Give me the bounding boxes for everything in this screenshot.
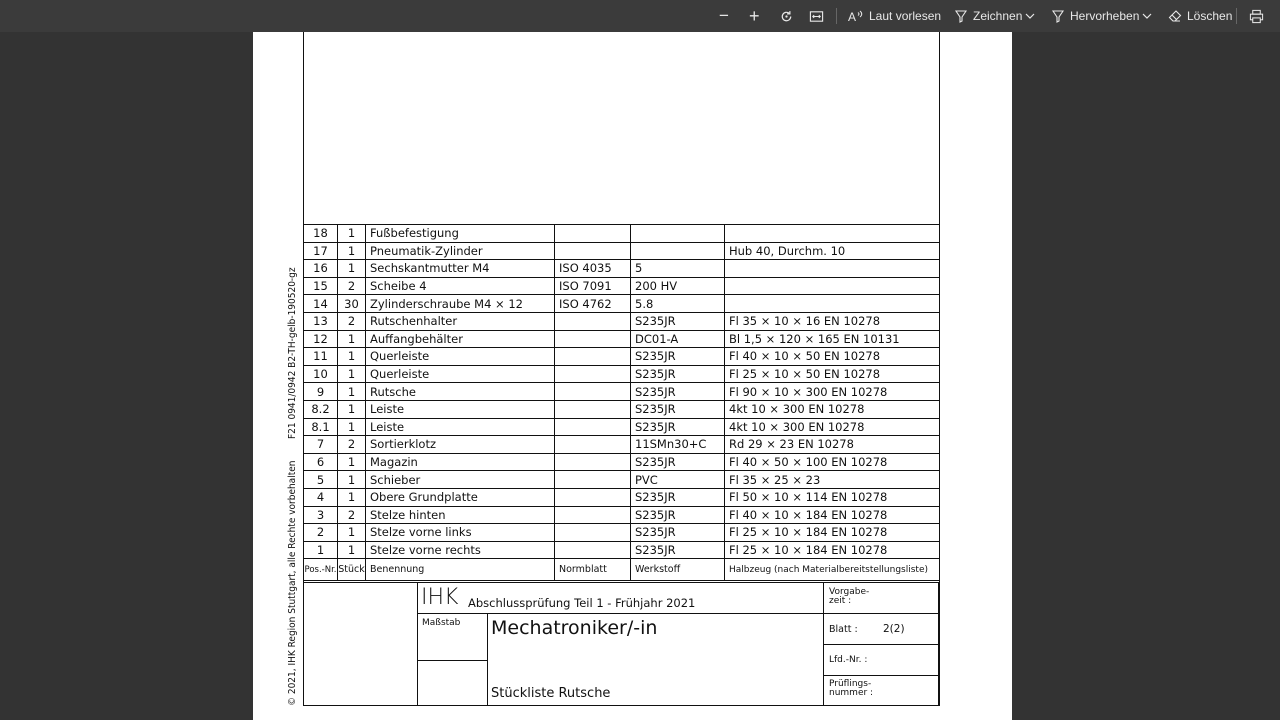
time-label-line1: Vorgabe- bbox=[829, 587, 870, 597]
cell-material: S235JR bbox=[631, 506, 725, 524]
cell-name: Stelze vorne rechts bbox=[366, 541, 555, 559]
rotate-icon bbox=[779, 9, 794, 24]
cell-semi: 4kt 10 × 300 EN 10278 bbox=[725, 418, 940, 436]
cell-pos: 10 bbox=[304, 365, 338, 383]
cell-qty: 1 bbox=[338, 383, 366, 401]
cell-name: Auffangbehälter bbox=[366, 330, 555, 348]
exam-title: Abschlussprüfung Teil 1 - Frühjahr 2021 bbox=[468, 596, 696, 610]
table-row bbox=[304, 471, 940, 489]
cell-pos: 8.1 bbox=[304, 418, 338, 436]
draw-icon bbox=[954, 9, 968, 23]
cell-norm bbox=[555, 242, 631, 260]
cell-name: Sechskantmutter M4 bbox=[366, 260, 555, 278]
zoom-out-button[interactable] bbox=[719, 0, 729, 32]
cell-qty: 2 bbox=[338, 277, 366, 295]
cell-name: Stelze vorne links bbox=[366, 524, 555, 542]
pdf-toolbar bbox=[0, 0, 1280, 32]
cell-material bbox=[631, 242, 725, 260]
cell-semi: 4kt 10 × 300 EN 10278 bbox=[725, 400, 940, 418]
header-semi: Halbzeug (nach Materialbereitstellungsliste) bbox=[725, 559, 940, 581]
cell-semi bbox=[725, 225, 940, 243]
table-row bbox=[304, 506, 940, 524]
cell-qty: 1 bbox=[338, 365, 366, 383]
cell-pos: 4 bbox=[304, 488, 338, 506]
cell-material: S235JR bbox=[631, 453, 725, 471]
cell-material: S235JR bbox=[631, 541, 725, 559]
header-material: Werkstoff bbox=[631, 559, 725, 581]
cell-material: 11SMn30+C bbox=[631, 436, 725, 454]
cell-norm bbox=[555, 418, 631, 436]
cell-qty: 1 bbox=[338, 348, 366, 366]
cell-material: 200 HV bbox=[631, 277, 725, 295]
cell-qty: 1 bbox=[338, 242, 366, 260]
cell-pos: 7 bbox=[304, 436, 338, 454]
table-row bbox=[304, 524, 940, 542]
header-name: Benennung bbox=[366, 559, 555, 581]
cell-name: Pneumatik-Zylinder bbox=[366, 242, 555, 260]
org-name: IHK bbox=[421, 585, 459, 610]
cell-norm bbox=[555, 453, 631, 471]
cell-norm bbox=[555, 471, 631, 489]
cell-qty: 1 bbox=[338, 471, 366, 489]
cell-semi: Fl 35 × 25 × 23 bbox=[725, 471, 940, 489]
cell-qty: 30 bbox=[338, 295, 366, 313]
cell-semi: Fl 25 × 10 × 184 EN 10278 bbox=[725, 524, 940, 542]
table-row bbox=[304, 260, 940, 278]
cell-pos: 8.2 bbox=[304, 400, 338, 418]
copyright-notice: © 2021, IHK Region Stuttgart, alle Rechte vorbehalten bbox=[287, 460, 298, 706]
print-icon bbox=[1249, 9, 1264, 24]
cell-norm bbox=[555, 383, 631, 401]
header-pos: Pos.-Nr. bbox=[304, 559, 338, 581]
cell-material: S235JR bbox=[631, 348, 725, 366]
cell-qty: 1 bbox=[338, 330, 366, 348]
cell-norm bbox=[555, 524, 631, 542]
cell-material: S235JR bbox=[631, 488, 725, 506]
cell-pos: 1 bbox=[304, 541, 338, 559]
draw-button[interactable] bbox=[954, 0, 1022, 32]
eraser-icon bbox=[1168, 9, 1182, 23]
cell-material: PVC bbox=[631, 471, 725, 489]
cell-material: 5 bbox=[631, 260, 725, 278]
sheet-label: Blatt : bbox=[829, 624, 858, 635]
read-aloud-label: Laut vorlesen bbox=[869, 9, 942, 23]
cell-material: S235JR bbox=[631, 524, 725, 542]
cell-qty: 1 bbox=[338, 524, 366, 542]
cell-semi: Fl 35 × 10 × 16 EN 10278 bbox=[725, 312, 940, 330]
read-aloud-button[interactable] bbox=[848, 0, 941, 32]
serial-label: Lfd.-Nr. : bbox=[829, 655, 868, 665]
highlight-options-dropdown[interactable] bbox=[1141, 0, 1153, 32]
cell-pos: 12 bbox=[304, 330, 338, 348]
cell-semi: Fl 40 × 10 × 184 EN 10278 bbox=[725, 506, 940, 524]
time-label-line2: zeit : bbox=[829, 596, 852, 606]
cell-norm bbox=[555, 488, 631, 506]
cell-name: Querleiste bbox=[366, 365, 555, 383]
cell-name: Fußbefestigung bbox=[366, 225, 555, 243]
cell-semi bbox=[725, 295, 940, 313]
cell-norm bbox=[555, 506, 631, 524]
cell-qty: 1 bbox=[338, 225, 366, 243]
cell-semi: Fl 50 × 10 × 114 EN 10278 bbox=[725, 488, 940, 506]
cell-name: Schieber bbox=[366, 471, 555, 489]
erase-button[interactable] bbox=[1168, 0, 1232, 32]
cell-pos: 18 bbox=[304, 225, 338, 243]
cell-qty: 1 bbox=[338, 260, 366, 278]
cell-semi: Fl 90 × 10 × 300 EN 10278 bbox=[725, 383, 940, 401]
pdf-page bbox=[253, 32, 1012, 720]
examinee-label-line1: Prüflings- bbox=[829, 679, 872, 689]
cell-name: Zylinderschraube M4 × 12 bbox=[366, 295, 555, 313]
cell-norm bbox=[555, 225, 631, 243]
chevron-down-icon bbox=[1024, 10, 1036, 22]
fit-page-button[interactable] bbox=[809, 0, 824, 32]
cell-name: Rutsche bbox=[366, 383, 555, 401]
cell-qty: 1 bbox=[338, 541, 366, 559]
cell-norm bbox=[555, 330, 631, 348]
table-row bbox=[304, 312, 940, 330]
cell-norm bbox=[555, 436, 631, 454]
examinee-label-line2: nummer : bbox=[829, 688, 874, 698]
cell-qty: 1 bbox=[338, 488, 366, 506]
draw-label: Zeichnen bbox=[973, 9, 1023, 23]
header-qty: Stück bbox=[338, 559, 366, 581]
table-row bbox=[304, 436, 940, 454]
cell-qty: 2 bbox=[338, 312, 366, 330]
cell-material: S235JR bbox=[631, 312, 725, 330]
scale-label: Maßstab bbox=[422, 618, 461, 628]
table-row bbox=[304, 330, 940, 348]
cell-pos: 5 bbox=[304, 471, 338, 489]
title-block bbox=[303, 582, 939, 706]
zoom-in-icon: + bbox=[749, 5, 760, 26]
cell-qty: 1 bbox=[338, 400, 366, 418]
table-row bbox=[304, 400, 940, 418]
highlight-label: Hervorheben bbox=[1070, 9, 1140, 23]
cell-name: Scheibe 4 bbox=[366, 277, 555, 295]
cell-norm: ISO 7091 bbox=[555, 277, 631, 295]
cell-name: Rutschenhalter bbox=[366, 312, 555, 330]
cell-norm: ISO 4035 bbox=[555, 260, 631, 278]
cell-norm bbox=[555, 400, 631, 418]
parts-list-header bbox=[304, 559, 940, 581]
cell-pos: 15 bbox=[304, 277, 338, 295]
table-row bbox=[304, 277, 940, 295]
drawing-title: Stückliste Rutsche bbox=[491, 686, 611, 701]
cell-name: Obere Grundplatte bbox=[366, 488, 555, 506]
draw-options-dropdown[interactable] bbox=[1024, 0, 1036, 32]
toolbar-divider bbox=[836, 8, 837, 24]
table-row bbox=[304, 348, 940, 366]
cell-semi: Hub 40, Durchm. 10 bbox=[725, 242, 940, 260]
print-button[interactable] bbox=[1249, 0, 1264, 32]
cell-norm bbox=[555, 348, 631, 366]
cell-name: Stelze hinten bbox=[366, 506, 555, 524]
svg-text:A: A bbox=[848, 10, 857, 23]
zoom-in-button[interactable] bbox=[749, 0, 760, 32]
cell-pos: 11 bbox=[304, 348, 338, 366]
table-row bbox=[304, 225, 940, 243]
table-row bbox=[304, 295, 940, 313]
table-row bbox=[304, 488, 940, 506]
cell-norm bbox=[555, 541, 631, 559]
examinee-label bbox=[829, 680, 873, 698]
cell-name: Querleiste bbox=[366, 348, 555, 366]
cell-semi bbox=[725, 260, 940, 278]
cell-material bbox=[631, 225, 725, 243]
cell-pos: 2 bbox=[304, 524, 338, 542]
cell-name: Sortierklotz bbox=[366, 436, 555, 454]
cell-semi bbox=[725, 277, 940, 295]
cell-pos: 13 bbox=[304, 312, 338, 330]
cell-semi: Fl 25 × 10 × 184 EN 10278 bbox=[725, 541, 940, 559]
cell-material: S235JR bbox=[631, 383, 725, 401]
cell-pos: 6 bbox=[304, 453, 338, 471]
cell-norm: ISO 4762 bbox=[555, 295, 631, 313]
table-row bbox=[304, 453, 940, 471]
time-label bbox=[829, 588, 869, 606]
cell-semi: Fl 40 × 10 × 50 EN 10278 bbox=[725, 348, 940, 366]
cell-qty: 2 bbox=[338, 506, 366, 524]
cell-norm bbox=[555, 312, 631, 330]
table-row bbox=[304, 365, 940, 383]
highlight-icon bbox=[1051, 9, 1065, 23]
cell-pos: 17 bbox=[304, 242, 338, 260]
cell-pos: 3 bbox=[304, 506, 338, 524]
cell-semi: Fl 40 × 50 × 100 EN 10278 bbox=[725, 453, 940, 471]
cell-norm bbox=[555, 365, 631, 383]
header-norm: Normblatt bbox=[555, 559, 631, 581]
highlight-button[interactable] bbox=[1051, 0, 1139, 32]
document-code: F21 0941/0942 B2-TH-gelb-190520-gz bbox=[287, 267, 298, 439]
cell-pos: 9 bbox=[304, 383, 338, 401]
cell-semi: Fl 25 × 10 × 50 EN 10278 bbox=[725, 365, 940, 383]
cell-name: Leiste bbox=[366, 418, 555, 436]
table-row bbox=[304, 242, 940, 260]
toolbar-divider bbox=[1236, 8, 1237, 24]
cell-material: S235JR bbox=[631, 400, 725, 418]
cell-name: Leiste bbox=[366, 400, 555, 418]
cell-qty: 1 bbox=[338, 453, 366, 471]
cell-material: DC01-A bbox=[631, 330, 725, 348]
cell-material: S235JR bbox=[631, 418, 725, 436]
rotate-button[interactable] bbox=[779, 0, 794, 32]
table-row bbox=[304, 418, 940, 436]
fit-width-icon bbox=[809, 9, 824, 24]
read-aloud-icon bbox=[848, 9, 864, 23]
cell-semi: Rd 29 × 23 EN 10278 bbox=[725, 436, 940, 454]
table-row bbox=[304, 383, 940, 401]
cell-pos: 14 bbox=[304, 295, 338, 313]
table-row bbox=[304, 541, 940, 559]
cell-semi: Bl 1,5 × 120 × 165 EN 10131 bbox=[725, 330, 940, 348]
zoom-out-icon: − bbox=[719, 6, 729, 25]
cell-material: S235JR bbox=[631, 365, 725, 383]
cell-name: Magazin bbox=[366, 453, 555, 471]
profession-title: Mechatroniker/-in bbox=[491, 617, 658, 639]
parts-list-table bbox=[303, 224, 940, 581]
cell-pos: 16 bbox=[304, 260, 338, 278]
cell-qty: 1 bbox=[338, 418, 366, 436]
cell-qty: 2 bbox=[338, 436, 366, 454]
erase-label: Löschen bbox=[1187, 9, 1233, 23]
cell-material: 5.8 bbox=[631, 295, 725, 313]
sheet-value: 2(2) bbox=[883, 623, 905, 635]
chevron-down-icon bbox=[1141, 10, 1153, 22]
